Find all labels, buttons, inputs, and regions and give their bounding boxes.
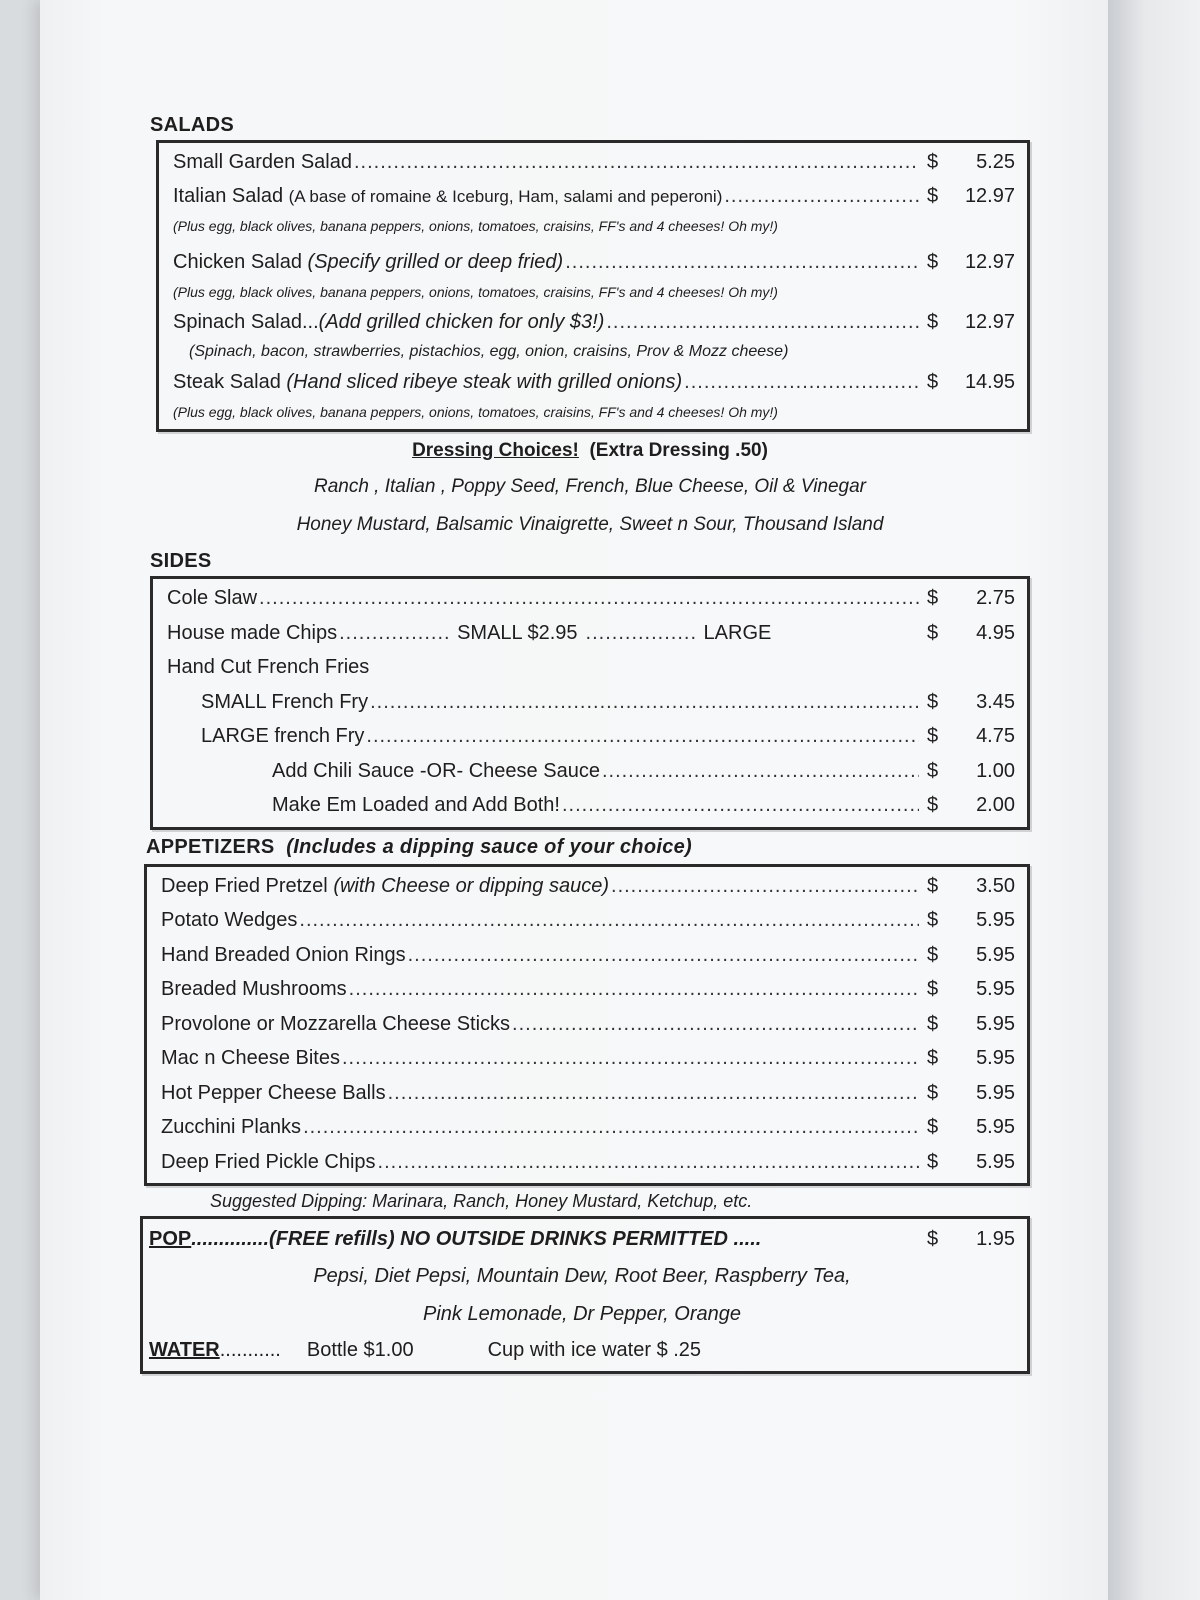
item-name: Mac n Cheese Bites	[161, 1047, 340, 1069]
item-name: Zucchini Planks	[161, 1116, 302, 1138]
item-price: 5.95	[976, 1150, 1015, 1173]
menu-item-pretzel	[161, 869, 1015, 904]
leader-dots	[684, 365, 919, 399]
leader-dots	[388, 1076, 919, 1111]
dressing-heading	[150, 434, 1030, 468]
item-price: 5.95	[976, 1116, 1015, 1138]
leader-dots	[259, 581, 919, 616]
item-name: Italian Salad	[173, 185, 284, 207]
leader-dots	[299, 903, 919, 938]
water-label: WATER	[149, 1339, 220, 1361]
item-price: 5.95	[976, 1047, 1015, 1069]
item-price: 5.95	[976, 978, 1015, 1000]
item-price: 12.97	[964, 251, 1015, 273]
menu-item-small-fry	[167, 685, 1015, 720]
menu-item-chicken-salad	[173, 245, 1015, 279]
dollar-sign: $	[927, 311, 939, 333]
item-price: 5.95	[976, 909, 1015, 931]
item-desc: (A base of romaine & Iceburg, Ham, salami and peperoni)	[288, 187, 723, 206]
item-name: Spinach Salad...	[173, 311, 319, 333]
menu-item-cole-slaw	[167, 581, 1015, 616]
menu-item-large-fry	[167, 719, 1015, 754]
dollar-sign: $	[927, 185, 939, 207]
dollar-sign: $	[927, 690, 939, 713]
leader-dots	[724, 179, 919, 213]
water-bottle: Bottle $1.00	[306, 1339, 414, 1361]
menu-item-mac-cheese-bites	[161, 1041, 1015, 1076]
item-name: Potato Wedges	[161, 909, 298, 931]
item-name: LARGE french Fry	[201, 725, 365, 747]
dollar-sign: $	[927, 251, 939, 273]
item-name: Deep Fried Pickle Chips	[161, 1150, 376, 1173]
item-price: 3.50	[976, 874, 1015, 897]
dollar-sign: $	[927, 978, 939, 1000]
dressing-title: Dressing Choices!	[412, 440, 579, 461]
menu-item-onion-rings	[161, 938, 1015, 973]
appetizers-title: APPETIZERS	[146, 835, 275, 858]
water-dots: ...........	[219, 1339, 281, 1361]
menu-item-mushrooms	[161, 972, 1015, 1007]
menu-item-zucchini	[161, 1110, 1015, 1145]
item-price: 4.75	[976, 725, 1015, 747]
dollar-sign: $	[927, 909, 939, 931]
sides-box	[150, 576, 1030, 830]
dollar-sign: $	[927, 794, 939, 816]
dressing-extra: (Extra Dressing .50)	[589, 440, 768, 461]
item-price: 5.95	[976, 943, 1015, 966]
menu-item-pop	[149, 1221, 1015, 1257]
chips-large: LARGE	[703, 621, 772, 644]
dollar-sign: $	[927, 621, 939, 644]
leader-dots	[512, 1007, 919, 1042]
item-name: Cole Slaw	[167, 587, 258, 609]
item-subtext: (Plus egg, black olives, banana peppers, onions, tomatoes, craisins, FF's and 4 cheeses! Oh my!)	[173, 404, 778, 420]
appetizers-subtitle: (Includes a dipping sauce of your choice)	[286, 835, 692, 858]
menu-item-chili-sauce	[167, 754, 1015, 789]
item-price: 2.00	[976, 794, 1015, 816]
dressing-list-2: Honey Mustard, Balsamic Vinaigrette, Sweet n Sour, Thousand Island	[296, 514, 884, 535]
salads-heading: SALADS	[150, 114, 235, 136]
leader-dots	[339, 616, 449, 651]
dollar-sign: $	[927, 874, 939, 897]
leader-dots	[378, 1145, 919, 1180]
appetizers-box	[144, 864, 1030, 1187]
item-subtext: (Plus egg, black olives, banana peppers, onions, tomatoes, craisins, FF's and 4 cheeses! Oh my!)	[173, 284, 778, 300]
item-subtext: (Spinach, bacon, strawberries, pistachios, egg, onion, craisins, Prov & Mozz cheese)	[189, 343, 789, 360]
item-subtext: (Plus egg, black olives, banana peppers, onions, tomatoes, craisins, FF's and 4 cheeses! Oh my!)	[173, 218, 778, 234]
item-price: 12.97	[964, 185, 1015, 207]
menu-item-hot-pepper-balls	[161, 1076, 1015, 1111]
menu-item-italian-salad	[173, 179, 1015, 213]
menu-item-water	[149, 1333, 1015, 1367]
item-name: Make Em Loaded and Add Both!	[272, 794, 560, 816]
menu-item-pickle-chips	[161, 1145, 1015, 1180]
leader-dots	[408, 938, 919, 973]
dollar-sign: $	[927, 1150, 939, 1173]
item-name: Small Garden Salad	[173, 151, 352, 173]
item-desc: (with Cheese or dipping sauce)	[333, 874, 610, 897]
menu-item-small-garden-salad	[173, 145, 1015, 179]
leader-dots	[611, 869, 919, 904]
leader-dots	[602, 754, 919, 789]
item-desc: (Add grilled chicken for only $3!)	[318, 311, 605, 333]
item-name: House made Chips	[167, 621, 338, 644]
chips-small: SMALL $2.95	[457, 621, 578, 644]
dollar-sign: $	[927, 371, 939, 393]
leader-dots	[586, 616, 696, 651]
item-price: 5.25	[976, 151, 1015, 173]
dollar-sign: $	[927, 1081, 939, 1104]
menu-item-loaded	[167, 788, 1015, 823]
item-price: 3.45	[976, 690, 1015, 713]
leader-dots	[562, 788, 919, 823]
leader-dots	[565, 245, 919, 279]
water-cup: Cup with ice water $ .25	[487, 1339, 702, 1361]
menu-item-house-chips	[167, 616, 1015, 651]
leader-dots	[370, 685, 919, 720]
pop-list-1: Pepsi, Diet Pepsi, Mountain Dew, Root Beer, Raspberry Tea,	[313, 1265, 851, 1287]
appetizers-heading	[146, 830, 1030, 864]
item-price: 5.95	[976, 1081, 1015, 1104]
item-name: Provolone or Mozzarella Cheese Sticks	[161, 1012, 511, 1035]
dollar-sign: $	[927, 1228, 939, 1250]
item-desc: (Specify grilled or deep fried)	[307, 251, 564, 273]
item-price: 1.95	[976, 1228, 1015, 1250]
menu-item-cheese-sticks	[161, 1007, 1015, 1042]
leader-dots	[366, 719, 919, 754]
item-price: 2.75	[976, 587, 1015, 609]
dressing-list-1: Ranch , Italian , Poppy Seed, French, Blue Cheese, Oil & Vinegar	[313, 476, 867, 497]
pop-list-2: Pink Lemonade, Dr Pepper, Orange	[423, 1303, 741, 1325]
item-price: 4.95	[976, 621, 1015, 644]
dollar-sign: $	[927, 587, 939, 609]
item-name: Hand Breaded Onion Rings	[161, 943, 406, 966]
item-name: Hand Cut French Fries	[167, 656, 370, 678]
item-price: 1.00	[976, 759, 1015, 782]
menu-item-steak-salad	[173, 365, 1015, 399]
leader-dots	[342, 1041, 919, 1076]
item-name: Deep Fried Pretzel	[161, 874, 328, 897]
dollar-sign: $	[927, 1012, 939, 1035]
menu-item-potato-wedges	[161, 903, 1015, 938]
dollar-sign: $	[927, 759, 939, 782]
dollar-sign: $	[927, 151, 939, 173]
leader-dots	[354, 145, 919, 179]
item-name: Steak Salad	[173, 371, 281, 393]
salads-box	[156, 140, 1030, 432]
fries-header	[167, 650, 1015, 685]
leader-dots	[349, 972, 919, 1007]
menu-item-spinach-salad	[173, 305, 1015, 339]
item-name: Add Chili Sauce -OR- Cheese Sauce	[272, 759, 600, 782]
item-price: 12.97	[964, 311, 1015, 333]
item-name: Chicken Salad	[173, 251, 302, 273]
adjacent-page	[1108, 0, 1200, 1600]
dollar-sign: $	[927, 1116, 939, 1138]
dollar-sign: $	[927, 943, 939, 966]
dollar-sign: $	[927, 1047, 939, 1069]
sides-heading: SIDES	[150, 550, 212, 572]
item-name: Hot Pepper Cheese Balls	[161, 1081, 386, 1104]
menu-content	[146, 110, 1030, 1374]
pop-label: POP	[149, 1228, 192, 1250]
drinks-box	[140, 1216, 1030, 1374]
item-name: Breaded Mushrooms	[161, 978, 347, 1000]
item-price: 14.95	[964, 371, 1015, 393]
suggested-dipping: Suggested Dipping: Marinara, Ranch, Honey Mustard, Ketchup, etc.	[210, 1191, 753, 1211]
dollar-sign: $	[927, 725, 939, 747]
pop-text: ..............(FREE refills) NO OUTSIDE DRINKS PERMITTED .....	[191, 1228, 762, 1250]
item-name: SMALL French Fry	[201, 690, 369, 713]
leader-dots	[606, 305, 919, 339]
item-desc: (Hand sliced ribeye steak with grilled onions)	[286, 371, 683, 393]
item-price: 5.95	[976, 1012, 1015, 1035]
leader-dots	[303, 1110, 919, 1145]
